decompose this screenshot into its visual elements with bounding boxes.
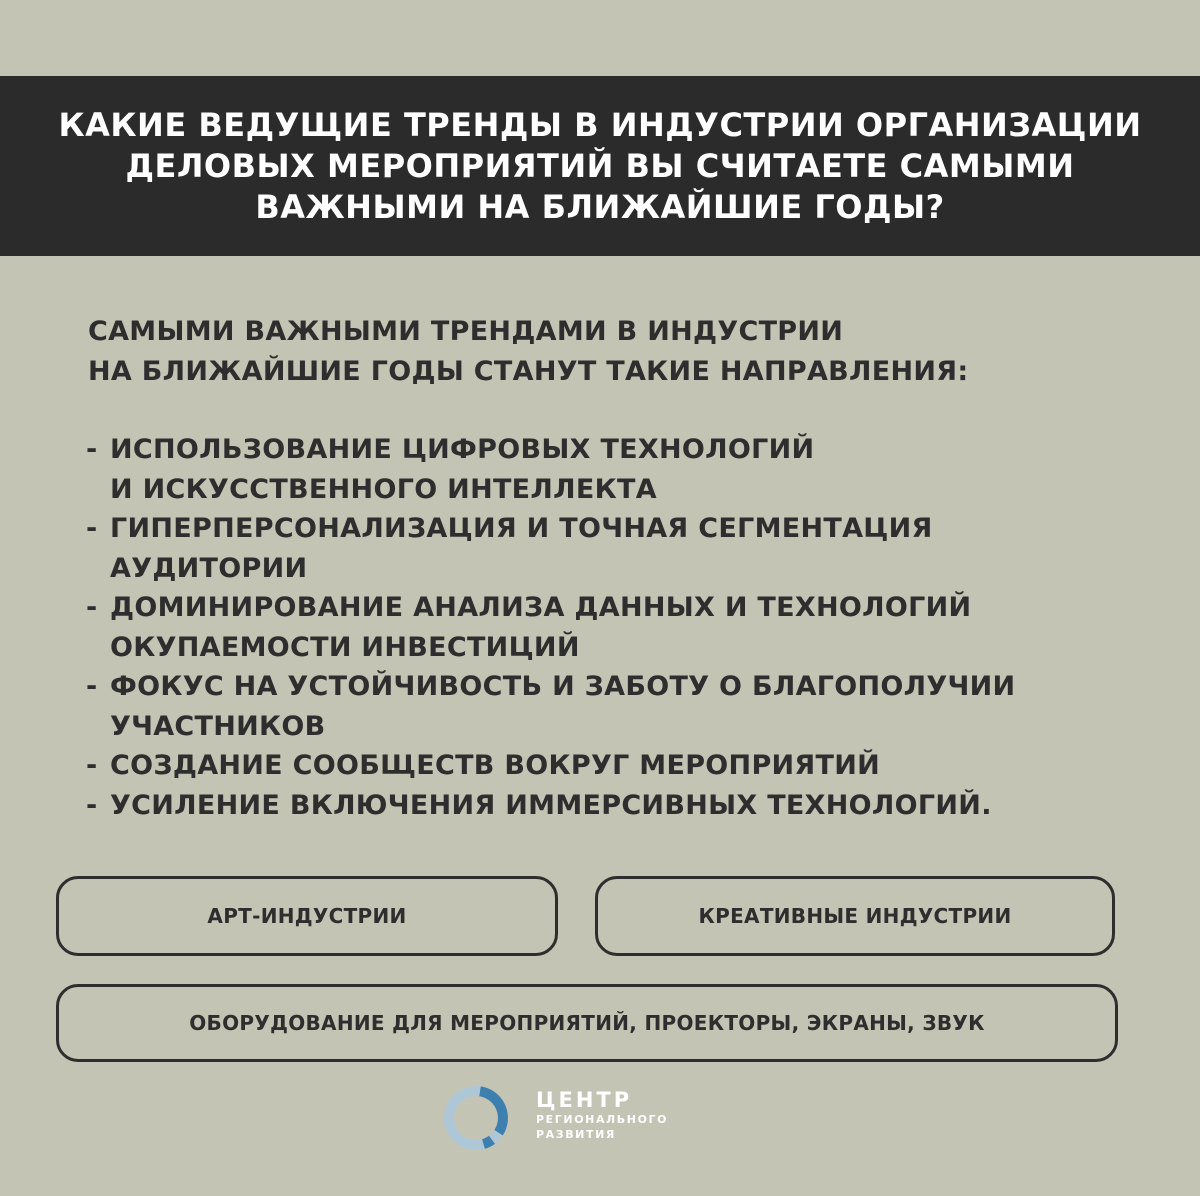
trend-text: УСИЛЕНИЕ ВКЛЮЧЕНИЯ ИММЕРСИВНЫХ ТЕХНОЛОГИЙ.: [110, 789, 992, 821]
bullet-dash: -: [86, 513, 98, 544]
logo-sub-text-2: РАЗВИТИЯ: [536, 1128, 616, 1141]
answer-intro-line-2: НА БЛИЖАЙШИЕ ГОДЫ СТАНУТ ТАКИЕ НАПРАВЛЕНИЯ:: [88, 355, 969, 387]
bullet-dash: -: [86, 750, 98, 781]
logo-sub-text-1: РЕГИОНАЛЬНОГО: [536, 1113, 669, 1126]
list-item: [86, 509, 1146, 588]
trend-text: ИСПОЛЬЗОВАНИЕ ЦИФРОВЫХ ТЕХНОЛОГИЙ И ИСКУССТВЕННОГО ИНТЕЛЛЕКТА: [110, 434, 815, 505]
list-item: [86, 588, 1146, 667]
tag-event-equipment[interactable]: ОБОРУДОВАНИЕ ДЛЯ МЕРОПРИЯТИЙ, ПРОЕКТОРЫ, ЭКРАНЫ, ЗВУК: [56, 984, 1118, 1062]
header-band: [0, 76, 1200, 256]
tag-art-industries[interactable]: АРТ-ИНДУСТРИИ: [56, 876, 558, 956]
list-item: [86, 746, 1146, 786]
trend-text: ДОМИНИРОВАНИЕ АНАЛИЗА ДАННЫХ И ТЕХНОЛОГИЙ ОКУПАЕМОСТИ ИНВЕСТИЦИЙ: [110, 592, 972, 663]
list-item: [86, 667, 1146, 746]
list-item: [86, 786, 1146, 826]
bullet-dash: -: [86, 789, 98, 821]
trend-text: ФОКУС НА УСТОЙЧИВОСТЬ И ЗАБОТУ О БЛАГОПОЛУЧИИ УЧАСТНИКОВ: [110, 671, 1016, 742]
question-title: КАКИЕ ВЕДУЩИЕ ТРЕНДЫ В ИНДУСТРИИ ОРГАНИЗАЦИИ ДЕЛОВЫХ МЕРОПРИЯТИЙ ВЫ СЧИТАЕТЕ САМЫМИ ВАЖНЫМИ НА БЛИЖАЙШИЕ ГОДЫ?: [58, 105, 1142, 226]
bullet-dash: -: [86, 671, 98, 702]
bullet-dash: -: [86, 434, 98, 465]
trend-list: [86, 430, 1146, 825]
answer-block: [86, 312, 1146, 825]
tag-creative-industries[interactable]: КРЕАТИВНЫЕ ИНДУСТРИИ: [595, 876, 1115, 956]
regional-development-center-logo: [440, 1082, 760, 1152]
trend-text: СОЗДАНИЕ СООБЩЕСТВ ВОКРУГ МЕРОПРИЯТИЙ: [110, 750, 881, 781]
logo-ring-icon: [440, 1082, 512, 1154]
logo-main-text: ЦЕНТР: [536, 1088, 633, 1112]
answer-intro-line-1: САМЫМИ ВАЖНЫМИ ТРЕНДАМИ В ИНДУСТРИИ: [88, 316, 844, 347]
bullet-dash: -: [86, 592, 98, 623]
trend-text: ГИПЕРПЕРСОНАЛИЗАЦИЯ И ТОЧНАЯ СЕГМЕНТАЦИЯ АУДИТОРИИ: [110, 513, 933, 584]
logo-wordmark: [536, 1088, 668, 1142]
list-item: [86, 430, 1146, 509]
